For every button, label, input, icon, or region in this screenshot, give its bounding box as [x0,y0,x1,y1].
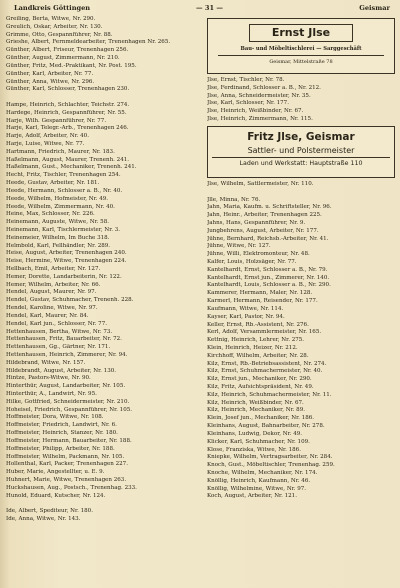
directory-entry: Helmbold, Karl, Fellhändler, Nr. 289. [6,242,111,249]
directory-entry: Kalfer, Louis, Holzsäger, Nr. 77. [207,259,297,265]
directory-entry: Greiling, Berta, Witwe, Nr. 290. [6,16,96,22]
directory-entry: Harje, Luise, Witwe, Nr. 77. [6,141,85,147]
directory-entry: Hoffmeister, Philipp, Arbeiter, Nr. 188. [6,445,115,452]
directory-entry: Kleinhans, August, Bahnarbeiter, Nr. 278. [207,423,325,430]
directory-entry: Hinterthür, August, Landarbeiter, Nr. 105. [6,383,126,390]
page-number: — 31 — [196,4,223,12]
directory-entry: Hendel, Karl jun., Schlosser, Nr. 77. [6,320,107,327]
directory-entry: Kilz, Fritz, Aufsichtspräsident, Nr. 49. [207,384,314,390]
directory-entry: Hardege, Heinrich, Gespannführer, Nr. 55. [6,109,127,116]
directory-entry: Kantelhardt, Ernst jun., Zimmerer, Nr. 140. [207,274,330,281]
directory-entry: Hoffmeister, Wilhelm, Packmann, Nr. 105. [6,453,125,460]
directory-entry: Kilz, Ernst, Schuhmachermeister, Nr. 40. [207,368,323,375]
directory-entry: Jahn, Maria, Kaufm. u. Schriftsteller, Nr. 96. [207,204,332,211]
advertisement-ernst-jlse [207,18,395,74]
directory-entry: Grimme, Otto, Gespannführer, Nr. 88. [6,31,113,38]
directory-entry: Karmerl, Hermann, Reisender, Nr. 177. [207,298,318,305]
directory-entry: Heise, Hermine, Witwe, Trenenhagen 224. [6,258,127,265]
right-column [207,16,395,501]
directory-entry: Hildebrand, Witwe, Nr. 157. [6,359,86,366]
directory-entry: Jlse, Karl, Schlosser, Nr. 177. [207,100,289,107]
directory-entry: Huhnert, Marie, Witwe, Trenenhagen 263. [6,476,127,483]
page-header [0,2,400,14]
directory-entry: Jlse, Anna, Schneidermeister, Nr. 35. [207,92,311,99]
directory-entry: Hemer, Dorette, Landarbeiterin, Nr. 122. [6,273,122,280]
directory-entry: Kerl, Adolf, Versammlermeister, Nr. 165. [207,329,322,336]
directory-entry: Kniepke, Wilhelm, Vertragsarbeiter, Nr. 284. [207,454,333,461]
directory-entry: Hettenhausen, Gg., Gärtner, Nr. 171. [6,344,111,351]
header-town: Geismar [359,4,390,12]
directory-entry: Jlse, Wilhelm, Sattlermeister, Nr. 110. [207,180,314,187]
directory-entry: Kilz, Heinrich, Schuhmachermeister, Nr. 11. [207,391,332,398]
directory-entry: Heise, August, Arbeiter, Trenenhagen 240. [6,250,127,257]
ad-business-name: Fritz Jlse, Geismar [247,130,355,143]
directory-entry: Kantelhardt, Louis, Schlosser a. B., Nr. 290. [207,282,331,289]
directory-entry [207,189,395,197]
directory-entry: Knöllig, Wilhelmine, Witwe, Nr. 97. [207,485,307,492]
directory-entry: Heinemann, Auguste, Witwe, Nr. 58. [6,219,109,226]
directory-entry: Hilke, Gottfried, Schneidermeister, Nr. 210. [6,398,130,405]
directory-entry: Kilz, Ernst, Rb.-Betriebsassistent, Nr. 274. [207,360,327,367]
directory-entry: Heede, Wilhelm, Hofmeister, Nr. 49. [6,195,109,202]
directory-entry: Kantelhardt, Ernst, Schlosser a. B., Nr. 79. [207,266,328,273]
ad-business-name: Ernst Jlse [249,24,353,42]
directory-entry: Kettnig, Heinrich, Lehrer, Nr. 275. [207,337,305,344]
directory-entry: Huber, Marie, Angestellter, u. E. 9. [6,469,105,476]
ad-business-description: Sattler- und Polstermeister [247,145,355,155]
directory-entry: Hendel, Karoline, Witwe, Nr. 97. [6,305,98,312]
header-district: Landkreis Göttingen [14,4,91,12]
directory-entry: Günther, August, Zimmermann, Nr. 210. [6,55,120,62]
directory-entry: Heede, Hermann, Schlosser a. B., Nr. 40. [6,187,123,194]
directory-entry: Heinemeier, Wilhelm, Im Buche 318. [6,234,110,241]
directory-entry: Knoche, Wilhelm, Mechaniker, Nr. 174. [207,469,318,476]
directory-entry: Heine, Max, Schlosser, Nr. 226. [6,211,95,218]
directory-entry: Ide, Anna, Witwe, Nr. 143. [6,516,81,522]
directory-entry: Hoffmeister, Heinrich, Stanzer, Nr. 180. [6,430,118,437]
directory-entry: Günther, Anna, Witwe, Nr. 296. [6,78,95,85]
directory-entry: Jlse, Ernst, Tischler, Nr. 78. [207,77,285,83]
directory-entry: Hoheisel, Friedrich, Gespannführer, Nr. 105. [6,406,133,413]
directory-entry: Kleinhans, Ludwig, Dekor, Nr. 49. [207,430,303,437]
advertisement-fritz-jlse [207,126,395,178]
directory-entry: Kirchhoff, Wilhelm, Arbeiter, Nr. 28. [207,352,309,359]
directory-entry: Hettenhausen, Heinrich, Zimmerer, Nr. 94. [6,351,128,358]
directory-entry: Hendel, Karl, Maurer, Nr. 84. [6,312,89,319]
directory-entry: Hoffmeister, Friedrich, Landwirt, Nr. 6. [6,422,117,429]
directory-entry: Ide, Albert, Spediteur, Nr. 180. [6,508,93,515]
directory-entry: Knöllig, Heinrich, Kaufmann, Nr. 46. [207,477,311,484]
directory-entry: Kayser, Karl, Pastor, Nr. 94. [207,313,285,320]
directory-entry [6,94,200,102]
directory-entry: Hampe, Heinrich, Schlachter, Teichstr. 274. [6,101,130,108]
directory-entry: Jühne, Witwe, Nr. 127. [207,243,271,250]
directory-entry: Hunold, Eduard, Kutscher, Nr. 124. [6,492,106,499]
directory-entry: Günther, Karl, Schlosser, Trenenhagen 230. [6,86,130,93]
directory-entry: Kilz, Heinrich, Weißbinder, Nr. 67. [207,399,304,406]
directory-entry: Harje, Karl, Telegr.-Arb., Trenenhagen 246. [6,125,129,132]
directory-entry: Jahns, Hans, Gespannführer, Nr. 9. [207,219,306,226]
directory-entry: Klose, Franziska, Witwe, Nr. 186. [207,446,301,453]
directory-entry: Heede, Wilhelm, Zimmermann, Nr. 40. [6,203,115,210]
directory-entry: Klicker, Karl, Schuhmacher, Nr. 109. [207,438,310,445]
directory-entry: Hoffmeister, Hermann, Bauarbeiter, Nr. 188. [6,437,132,444]
left-column [6,16,200,524]
directory-entry: Hinterthür, A., Landwirt, Nr. 95. [6,391,97,397]
directory-entry: Hintze, Pastors-Witwe, Nr. 90. [6,375,91,382]
directory-entry: Günther, Fritz, Med.-Praktikant, Nr. Post. 195. [6,62,137,69]
directory-entry: Hartmann, Friedrich, Maurer, Nr. 183. [6,148,115,155]
directory-entry: Kilz, Heinrich, Mechaniker, Nr. 89. [207,407,305,414]
directory-entry: Heinemann, Karl, Tischlermeister, Nr. 3. [6,226,121,233]
directory-entry: Jlle, Minna, Nr. 76. [207,196,261,203]
directory-entry: Jühne, Willi, Elektromonteur, Nr. 48. [207,251,310,258]
directory-entry: Hemer, Wilhelm, Arbeiter, Nr. 66. [6,281,101,288]
directory-entry: Harje, Adolf, Arbeiter, Nr. 40. [6,133,89,140]
directory-entry: Heede, Gustav, Arbeiter, Nr. 181. [6,180,100,187]
directory-entry: Hendel, August, Maurer, Nr. 97. [6,289,97,296]
directory-entry: Hendel, Gustav, Schuhmacher, Trenenh. 228. [6,297,134,304]
directory-entry: Günther, Karl, Arbeiter, Nr. 77. [6,70,94,77]
directory-entry: Harje, Wilh. Gespannführer, Nr. 77. [6,117,107,124]
directory-entry: Hettenhausen, Fritz, Bauarbeiter, Nr. 72. [6,336,122,343]
directory-entry: Kilz, Ernst jun., Mechaniker, Nr. 290. [207,376,312,383]
directory-entry: Knoch, Gust., Möbeltischler, Trenenhag. 259. [207,462,335,469]
directory-entry: Jlse, Heinrich, Weißbinder, Nr. 67. [207,108,304,115]
directory-entry: Kaufmann, Witwe, Nr. 114. [207,305,284,312]
ad-business-address: Geismar, Mittelstraße 78 [218,55,384,66]
directory-entry: Hellbach, Emil, Arbeiter, Nr. 127. [6,266,101,272]
directory-entry: Haßelmann, August, Maurer, Trenenh. 241. [6,156,130,163]
directory-entry: Hettenhausen, Bertha, Witwe, Nr. 73. [6,328,113,335]
directory-entry: Jahn, Heinr., Arbeiter, Trenenhagen 225. [207,212,322,219]
directory-entry: Huckshausen, Aug., Postsch., Trenenhag. 233. [6,484,137,491]
directory-entry: Jlse, Heinrich, Zimmermann, Nr. 115. [207,116,313,123]
directory-entry: Keller, Ernst, Rb.-Assistent, Nr. 276. [207,321,309,328]
directory-entry [6,500,200,508]
directory-entry: Hoffmeister, Dora, Witwe, Nr. 108. [6,414,104,421]
directory-entry: Jungbehrens, August, Arbeiter, Nr. 177. [207,227,319,234]
directory-entry: Jühne, Bernhard, Reichsb.-Arbeiter, Nr. 41. [207,235,329,242]
ad-business-description: Bau- und Möbeltischlerei — Sarggeschäft [240,46,362,52]
directory-entry: Grieshe, Albert, Fernmeldearbeiter, Trenenhagen Nr. 265. [6,39,171,46]
directory-entry: Klein, Josef jun., Mechaniker, Nr. 186. [207,415,315,422]
directory-entry: Hollenthal, Karl, Packer, Trenenhagen 227. [6,461,128,468]
ad-business-address: Laden und Werkstatt: Hauptstraße 110 [212,157,390,168]
directory-entry: Koch, August, Arbeiter, Nr. 121. [207,493,297,500]
directory-entry: Hecht, Fritz, Tischler, Trenenhagen 254. [6,172,121,179]
directory-entry: Hildebrandt, August, Arbeiter, Nr. 130. [6,367,117,374]
directory-entry: Haßelmann, Gust., Mechaniker, Trenenh. 241. [6,164,137,171]
directory-entry: Kammerer, Hermann, Maler, Nr. 128. [207,290,313,297]
directory-entry: Günther, Albert, Friseur, Trenenhagen 256. [6,47,129,54]
directory-entry: Jlse, Ferdinand, Schlosser a. B., Nr. 212. [207,84,321,91]
directory-entry: Greulich, Oskar, Arbeiter, Nr. 130. [6,23,103,30]
directory-entry: Klein, Heinrich, Heizer, Nr. 212. [207,344,298,351]
